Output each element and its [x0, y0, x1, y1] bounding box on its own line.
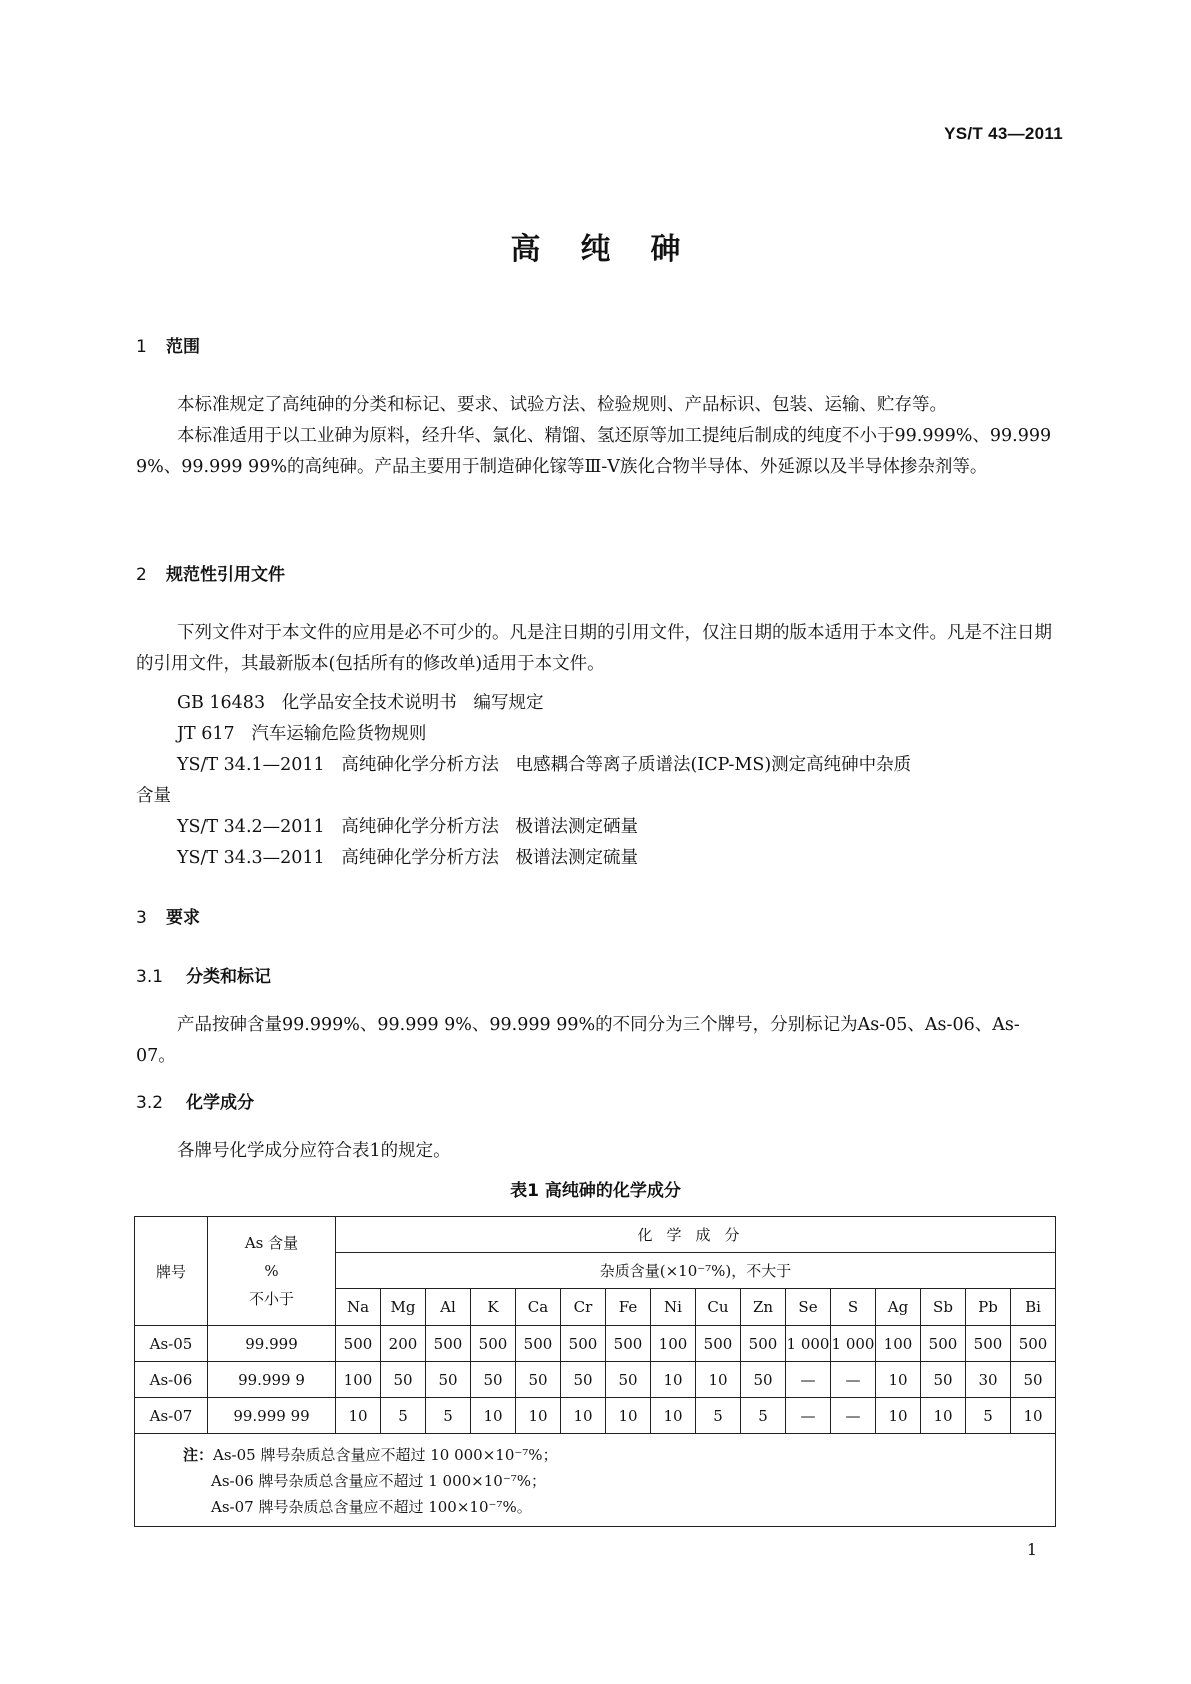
chemical-composition-header: 化学成分 [336, 1217, 1056, 1253]
table-row [135, 1362, 1056, 1398]
section-2-heading [136, 560, 285, 585]
impurity-value-cell: 500 [921, 1326, 966, 1362]
impurity-value-cell: 10 [651, 1398, 696, 1434]
section-number: 3.2 [136, 1093, 164, 1113]
impurity-value-cell: 500 [471, 1326, 516, 1362]
document-title: 高纯砷 [510, 232, 721, 267]
table-row [135, 1398, 1056, 1434]
impurity-value-cell: 10 [651, 1362, 696, 1398]
as-content-limit: 不小于 [248, 1290, 294, 1308]
impurity-value-cell: 10 [336, 1398, 381, 1434]
normative-paragraph: 下列文件对于本文件的应用是必不可少的。凡是注日期的引用文件，仅注日期的版本适用于本文件。凡是不注日期的引用文件，其最新版本(包括所有的修改单)适用于本文件。 [136, 623, 1052, 674]
section-1-heading [136, 332, 200, 357]
scope-paragraph-1: 本标准规定了高纯砷的分类和标记、要求、试验方法、检验规则、产品标识、包装、运输、贮存等。 [177, 395, 947, 415]
element-header-cell: Ca [516, 1289, 561, 1326]
note-line: As-06 牌号杂质总含量应不超过 1 000×10⁻⁷%； [211, 1472, 547, 1490]
impurity-value-cell: 10 [516, 1398, 561, 1434]
reference-jt617: JT 617 汽车运输危险货物规则 [177, 724, 427, 744]
element-header-cell: Fe [606, 1289, 651, 1326]
impurity-value-cell: 10 [561, 1398, 606, 1434]
as-content-label: As 含量 [244, 1234, 299, 1252]
impurity-value-cell: 50 [471, 1362, 516, 1398]
impurity-value-cell: 50 [516, 1362, 561, 1398]
as-content-header [208, 1217, 336, 1326]
section-number: 3.1 [136, 967, 164, 987]
impurity-value-cell: 10 [876, 1362, 921, 1398]
reference-yst34-1: YS/T 34.1—2011 高纯砷化学分析方法 电感耦合等离子质谱法(ICP-MS)测定高纯砷中杂质 [177, 755, 912, 775]
element-header-cell: Sb [921, 1289, 966, 1326]
impurity-value-cell: 500 [696, 1326, 741, 1362]
grade-header: 牌号 [135, 1217, 208, 1326]
impurity-value-cell: 50 [561, 1362, 606, 1398]
impurity-value-cell: 5 [381, 1398, 426, 1434]
element-header-cell: K [471, 1289, 516, 1326]
element-header-cell: Se [786, 1289, 831, 1326]
impurity-value-cell: 50 [426, 1362, 471, 1398]
section-number: 3 [136, 908, 147, 928]
impurity-value-cell: 5 [741, 1398, 786, 1434]
table-caption: 表1 高纯砷的化学成分 [510, 1181, 681, 1201]
section-title: 分类和标记 [186, 967, 271, 987]
impurity-value-cell: — [786, 1362, 831, 1398]
classification-paragraph: 产品按砷含量99.999%、99.999 9%、99.999 99%的不同分为三个牌号，分别标记为As-05、As-06、As-07。 [136, 1015, 1020, 1066]
reference-gb16483: GB 16483 化学品安全技术说明书 编写规定 [177, 693, 544, 713]
reference-yst34-1-cont: 含量 [136, 786, 171, 806]
reference-yst34-2: YS/T 34.2—2011 高纯砷化学分析方法 极谱法测定硒量 [177, 817, 639, 837]
as-content-cell: 99.999 9 [208, 1362, 336, 1398]
impurity-value-cell: 50 [606, 1362, 651, 1398]
impurity-value-cell: 1 000 [831, 1326, 876, 1362]
element-header-cell: Cu [696, 1289, 741, 1326]
note-line: As-05 牌号杂质总含量应不超过 10 000×10⁻⁷%； [213, 1446, 558, 1464]
as-content-cell: 99.999 99 [208, 1398, 336, 1434]
impurity-value-cell: 100 [336, 1362, 381, 1398]
element-header-cell: Cr [561, 1289, 606, 1326]
impurity-value-cell: 500 [606, 1326, 651, 1362]
element-header-cell: Al [426, 1289, 471, 1326]
impurity-value-cell: 200 [381, 1326, 426, 1362]
section-3-1-heading [136, 962, 271, 987]
impurity-value-cell: 30 [966, 1362, 1011, 1398]
impurity-value-cell: 10 [696, 1362, 741, 1398]
section-title: 规范性引用文件 [166, 565, 285, 585]
section-title: 范围 [166, 337, 200, 357]
element-header-cell: Ag [876, 1289, 921, 1326]
impurity-value-cell: 10 [606, 1398, 651, 1434]
scope-paragraph-2: 本标准适用于以工业砷为原料，经升华、氯化、精馏、氢还原等加工提纯后制成的纯度不小于99.999%、99.999 9%、99.999 99%的高纯砷。产品主要用于制造砷化镓等Ⅲ-Ⅴ族化合物半导体、外延源以及半导体掺杂剂等。 [136, 426, 1052, 477]
section-title: 化学成分 [186, 1093, 254, 1113]
impurity-value-cell: 50 [741, 1362, 786, 1398]
section-number: 2 [136, 565, 147, 585]
impurity-value-cell: 100 [876, 1326, 921, 1362]
impurity-value-cell: 500 [1011, 1326, 1056, 1362]
impurity-value-cell: 50 [921, 1362, 966, 1398]
impurity-value-cell: 500 [426, 1326, 471, 1362]
note-line: As-07 牌号杂质总含量应不超过 100×10⁻⁷%。 [211, 1498, 532, 1516]
impurity-value-cell: 10 [921, 1398, 966, 1434]
impurity-value-cell: 5 [966, 1398, 1011, 1434]
section-title: 要求 [166, 908, 200, 928]
impurity-value-cell: 10 [1011, 1398, 1056, 1434]
impurity-value-cell: — [786, 1398, 831, 1434]
element-header-cell: S [831, 1289, 876, 1326]
impurity-value-cell: 500 [516, 1326, 561, 1362]
impurity-value-cell: 500 [561, 1326, 606, 1362]
element-header-cell: Pb [966, 1289, 1011, 1326]
impurity-value-cell: 100 [651, 1326, 696, 1362]
composition-paragraph: 各牌号化学成分应符合表1的规定。 [177, 1141, 451, 1161]
impurity-value-cell: — [831, 1398, 876, 1434]
table-note [135, 1434, 1056, 1527]
table-row [135, 1326, 1056, 1362]
impurity-value-cell: — [831, 1362, 876, 1398]
impurity-header: 杂质含量(×10⁻⁷%)，不大于 [336, 1253, 1056, 1289]
standard-code: YS/T 43—2011 [944, 124, 1063, 143]
as-content-cell: 99.999 [208, 1326, 336, 1362]
impurity-value-cell: 500 [966, 1326, 1011, 1362]
grade-cell: As-07 [135, 1398, 208, 1434]
element-header-cell: Na [336, 1289, 381, 1326]
impurity-value-cell: 10 [471, 1398, 516, 1434]
impurity-value-cell: 50 [1011, 1362, 1056, 1398]
grade-cell: As-06 [135, 1362, 208, 1398]
element-header-cell: Zn [741, 1289, 786, 1326]
as-content-unit: % [264, 1262, 279, 1280]
note-label: 注： [183, 1446, 214, 1464]
chemical-composition-table [134, 1216, 1056, 1527]
element-header-cell: Ni [651, 1289, 696, 1326]
impurity-value-cell: 500 [336, 1326, 381, 1362]
impurity-value-cell: 5 [696, 1398, 741, 1434]
impurity-value-cell: 50 [381, 1362, 426, 1398]
impurity-value-cell: 5 [426, 1398, 471, 1434]
page-number: 1 [1026, 1540, 1037, 1559]
section-3-heading [136, 903, 200, 928]
impurity-value-cell: 1 000 [786, 1326, 831, 1362]
section-number: 1 [136, 337, 147, 357]
grade-cell: As-05 [135, 1326, 208, 1362]
impurity-value-cell: 10 [876, 1398, 921, 1434]
element-header-cell: Mg [381, 1289, 426, 1326]
impurity-value-cell: 500 [741, 1326, 786, 1362]
element-header-cell: Bi [1011, 1289, 1056, 1326]
reference-yst34-3: YS/T 34.3—2011 高纯砷化学分析方法 极谱法测定硫量 [177, 848, 639, 868]
section-3-2-heading [136, 1088, 254, 1113]
